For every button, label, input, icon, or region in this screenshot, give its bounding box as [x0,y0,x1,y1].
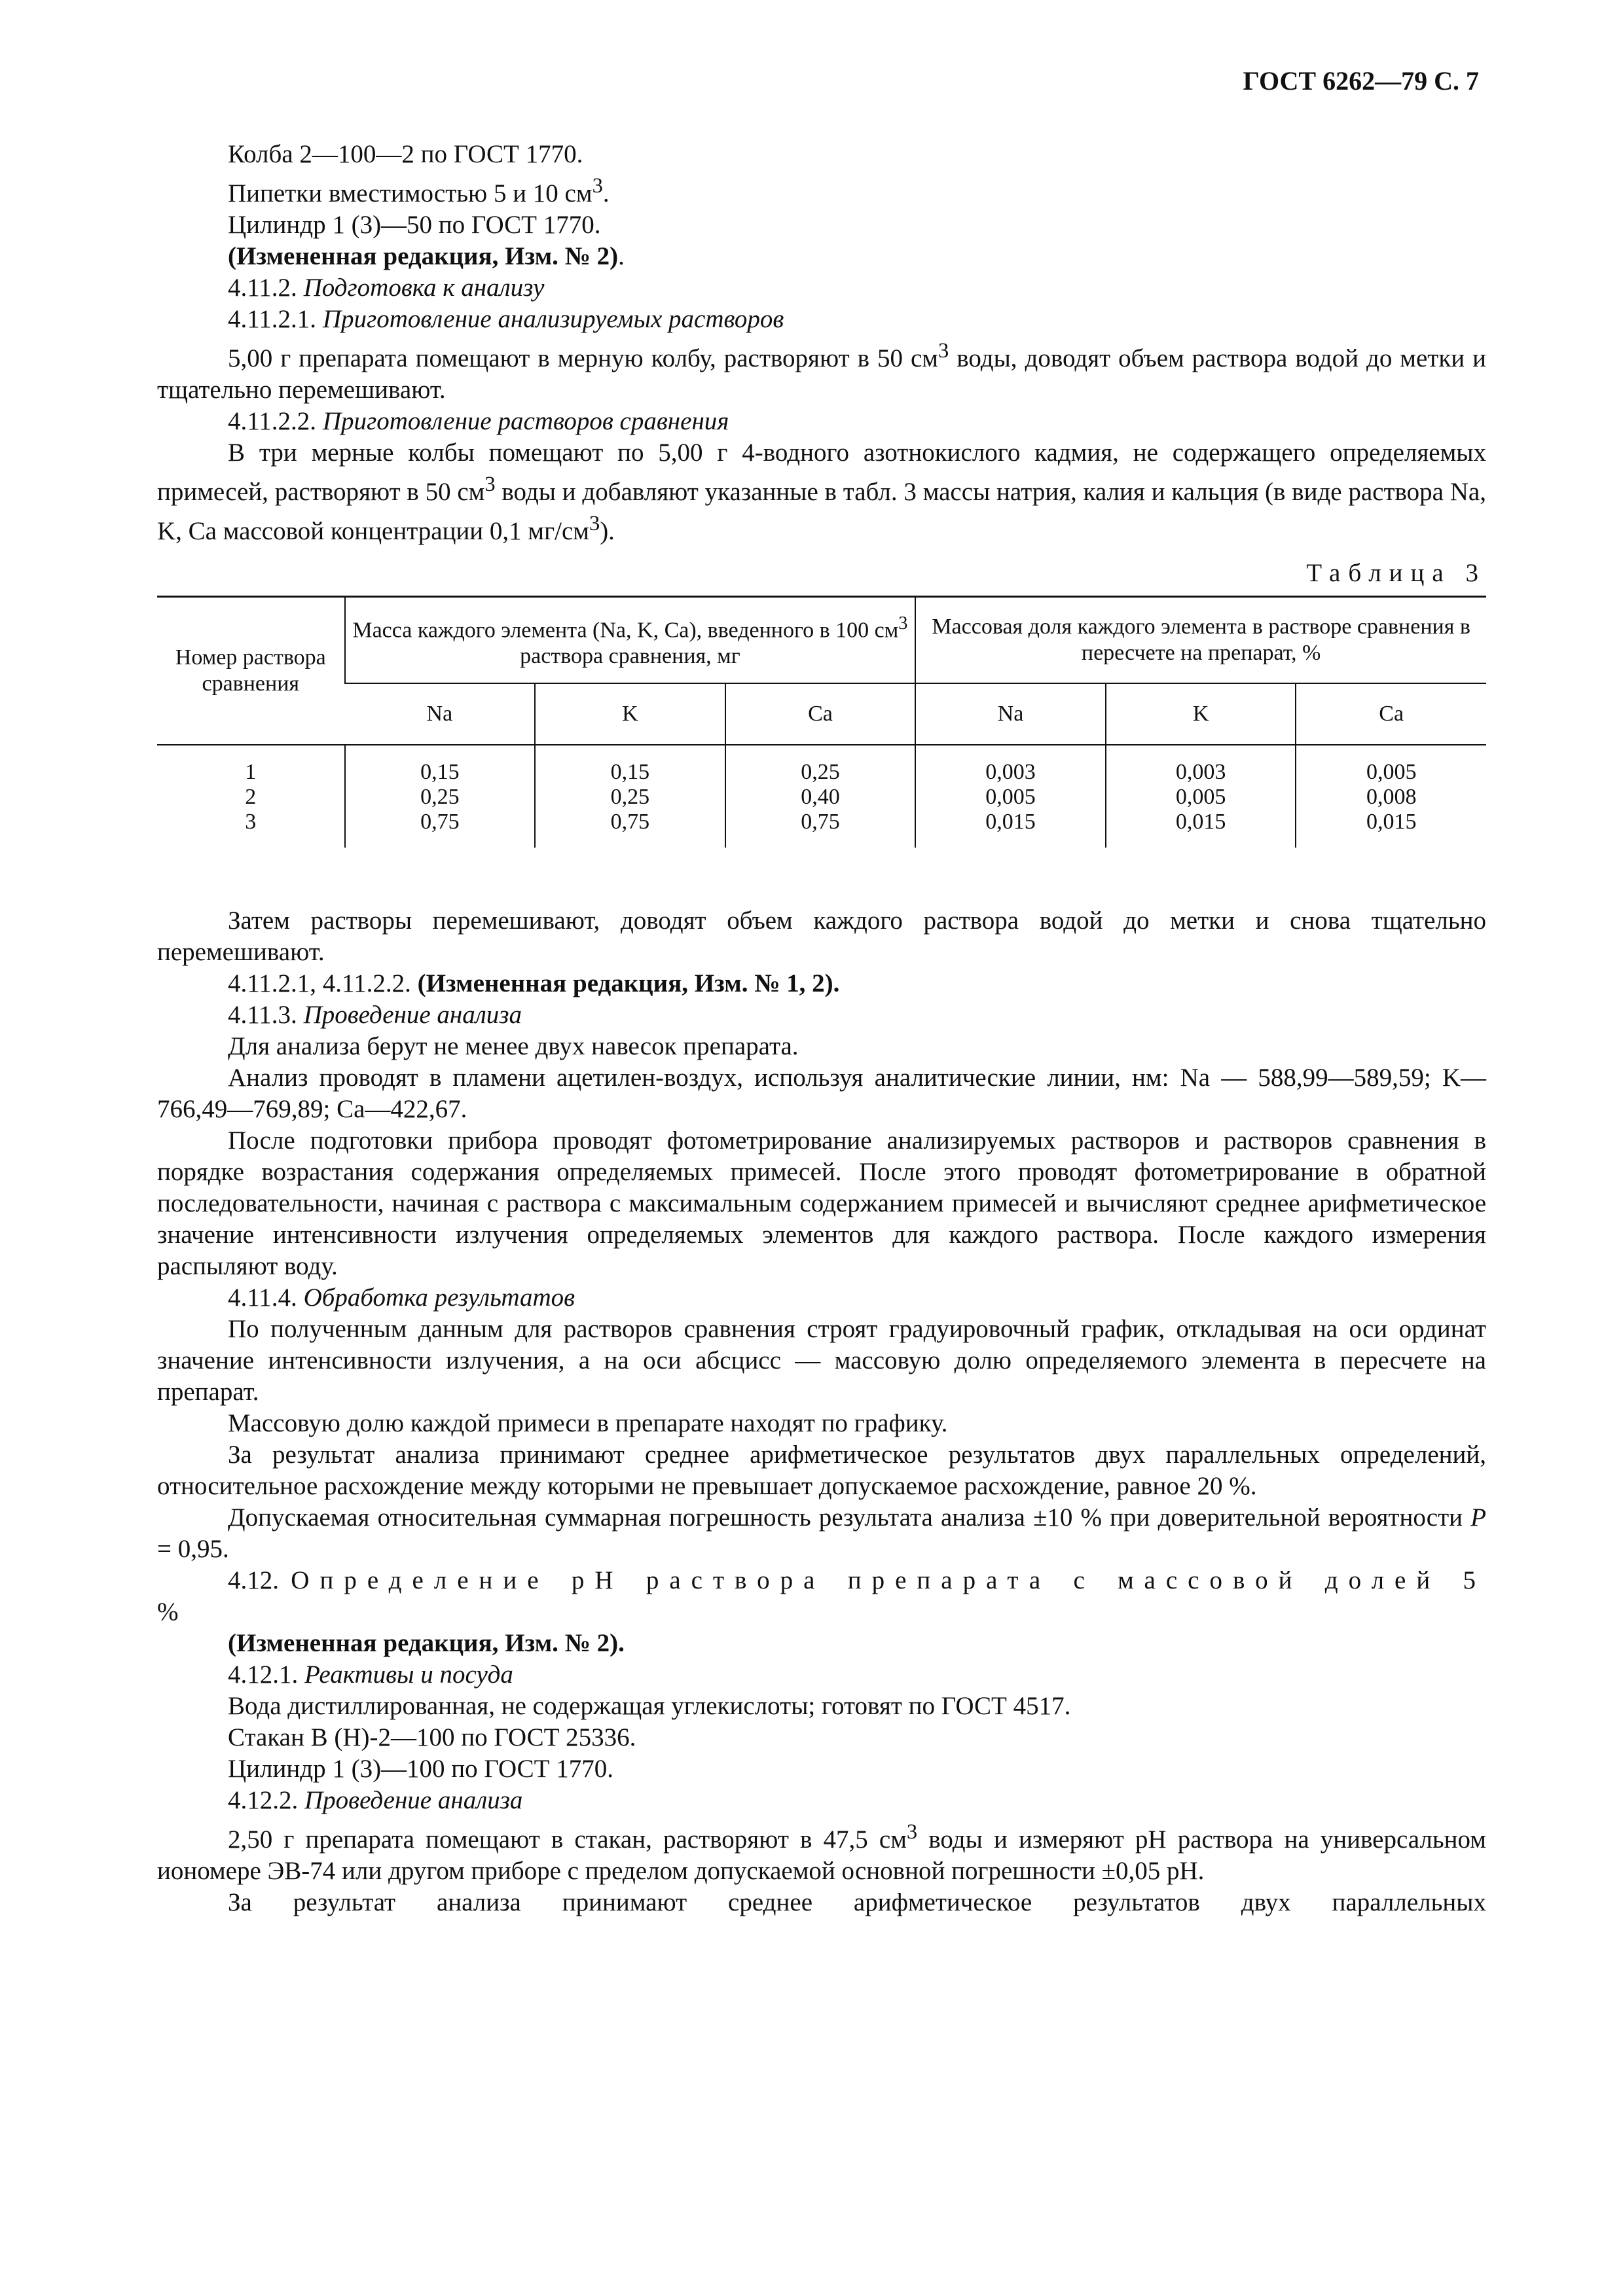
paragraph: Пипетки вместимостью 5 и 10 $см^3$. [228,174,610,207]
table-header-number: Номер раствора сравнения [157,597,345,745]
table-subheader: K [535,683,725,745]
paragraph: В три мерные колбы помещают по 5,00 г 4-водного азотнокислого кадмия, не содержащего определяемых примесей, растворяют в 50 $см^3$ воды и добавляют указанные в табл. 3 массы натрия, калия и кальция (в виде раствора Na, K, Ca массовой концентрации 0,1 $мг/см^3$). [157,439,1486,545]
section-heading: 4.12.2. Проведение анализа [228,1786,523,1814]
paragraph: За результат анализа принимают среднее арифметическое результатов двух параллельных [228,1888,1486,1916]
paragraph: После подготовки прибора проводят фотометрирование анализируемых растворов и растворов сравнения в порядке возрастания содержания определяемых примесей. После этого проводят фотометрирование в обратной последовательности, начиная с раствора с максимальным содержанием примесей и вычисляют среднее арифметическое значение интенсивности излучения определяемых элементов для каждого раствора. После каждого измерения распыляют воду. [157,1126,1486,1280]
page-header: ГОСТ 6262—79 С. 7 [1243,66,1479,96]
paragraph: Вода дистиллированная, не содержащая углекислоты; готовят по ГОСТ 4517. [228,1692,1071,1720]
paragraph: 4.11.2.1, 4.11.2.2. (Измененная редакция, Изм. № 1, 2). [228,969,840,997]
table-subheader: Na [345,683,536,745]
paragraph: Стакан В (Н)-2—100 по ГОСТ 25336. [228,1723,636,1751]
table-subheader: Ca [1296,683,1486,745]
table-subheader: Ca [725,683,916,745]
section-heading: 4.12.1. Реактивы и посуда [228,1660,513,1689]
paragraph: Колба 2—100—2 по ГОСТ 1770. [228,140,583,168]
table-cell: 0,15 0,25 0,75 [345,745,536,848]
table-cell: 0,25 0,40 0,75 [725,745,916,848]
section-heading: 4.11.4. Обработка результатов [228,1283,575,1312]
paragraph: (Измененная редакция, Изм. № 2). [228,242,625,270]
table-cell: 1 2 3 [245,760,257,834]
paragraph: За результат анализа принимают среднее арифметическое результатов двух параллельных определений, относительное расхождение между которыми не превышает допускаемое расхождение, равное 20 %. [157,1441,1486,1500]
table-cell: 0,15 0,25 0,75 [535,745,725,848]
data-table [157,596,1486,848]
table-subheader: K [1106,683,1296,745]
paragraph: Затем растворы перемешивают, доводят объем каждого раствора водой до метки и снова тщательно перемешивают. [157,906,1486,966]
paragraph: Цилиндр 1 (3)—100 по ГОСТ 1770. [228,1755,613,1783]
paragraph: 2,50 г препарата помещают в стакан, растворяют в 47,5 $см^3$ воды и измеряют рН раствора на универсальном иономере ЭВ-74 или другом приборе с пределом допускаемой основной погрешности ±0,05 рН. [157,1820,1486,1885]
paragraph: Цилиндр 1 (3)—50 по ГОСТ 1770. [228,211,601,239]
document-body [157,139,1486,1918]
table-body-row [157,745,1486,848]
table-cell: 0,005 0,008 0,015 [1296,745,1486,848]
table-header-mass: Масса каждого элемента (Na, K, Ca), введенного в 100 $см^3$ раствора сравнения, мг [345,597,916,684]
paragraph: Анализ проводят в пламени ацетилен-воздух, используя аналитические линии, нм: Na — 588,99—589,59; K—766,49—769,89; Ca—422,67. [157,1064,1486,1123]
paragraph: Допускаемая относительная суммарная погрешность результата анализа ±10 % при доверительной вероятности P = 0,95. [157,1503,1486,1563]
paragraph: По полученным данным для растворов сравнения строят градуировочный график, откладывая на оси ординат значение интенсивности излучения, а на оси абсцисс — массовую долю определяемого элемента в пересчете на препарат. [157,1315,1486,1406]
table-subheader: Na [915,683,1106,745]
paragraph: Для анализа берут не менее двух навесок препарата. [228,1032,799,1060]
section-heading: 4.11.2. Подготовка к анализу [228,274,545,302]
table-label: Таблица 3 [1306,559,1486,587]
paragraph: (Измененная редакция, Изм. № 2). [228,1629,625,1657]
table-header-fraction: Массовая доля каждого элемента в растворе сравнения в пересчете на препарат, % [915,597,1486,684]
table-cell: 0,003 0,005 0,015 [1106,745,1296,848]
section-heading: 4.12. Определение рН раствора препарата с массовой долей 5 % [157,1566,1487,1626]
table-cell: 0,003 0,005 0,015 [915,745,1106,848]
section-heading: 4.11.3. Проведение анализа [228,1001,522,1029]
paragraph: 5,00 г препарата помещают в мерную колбу, растворяют в 50 $см^3$ воды, доводят объем раствора водой до метки и тщательно перемешивают. [157,339,1487,404]
section-heading: 4.11.2.2. Приготовление растворов сравнения [228,407,729,435]
paragraph: Массовую долю каждой примеси в препарате находят по графику. [228,1409,948,1437]
section-heading: 4.11.2.1. Приготовление анализируемых растворов [228,305,784,333]
